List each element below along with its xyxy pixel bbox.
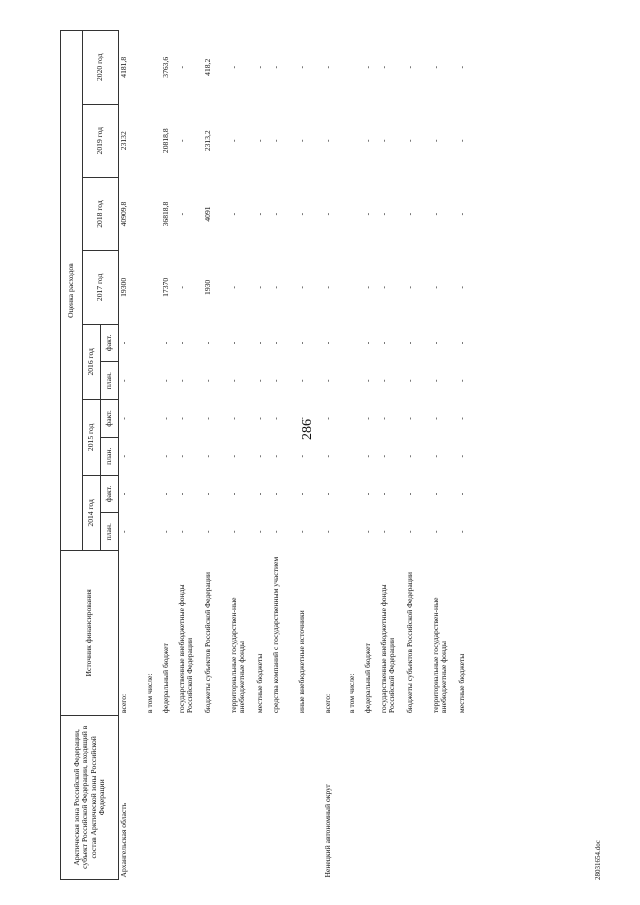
region-cell [177, 715, 203, 879]
region-cell [405, 715, 431, 879]
value-cell [347, 251, 363, 324]
value-cell: - [270, 66, 280, 69]
value-cell: - [296, 66, 306, 69]
value-cell: - [176, 454, 186, 458]
value-cell: - [254, 66, 264, 69]
value-cell [347, 324, 363, 362]
value-cell: - [456, 286, 466, 289]
value-cell: - [160, 530, 170, 534]
expenses-table [60, 30, 473, 880]
value-cell: - [176, 417, 186, 420]
source-cell: государственные внебюджетные фонды Российской Федерации [176, 584, 194, 714]
value-cell: - [228, 341, 238, 345]
value-cell: 2313,2 [202, 130, 212, 152]
source-cell: всего: [119, 693, 128, 714]
value-cell [347, 437, 363, 475]
region-cell [431, 715, 457, 879]
value-cell: - [176, 530, 186, 534]
value-cell: - [228, 212, 238, 216]
value-cell: - [270, 212, 280, 216]
value-cell: - [430, 454, 440, 458]
value-cell: - [119, 379, 128, 382]
value-cell: - [176, 341, 186, 345]
value-cell: - [254, 379, 264, 382]
value-cell: - [378, 341, 388, 345]
table-row [405, 31, 431, 880]
value-cell: - [254, 530, 264, 534]
value-cell [145, 104, 161, 177]
value-cell: - [430, 66, 440, 69]
value-cell: - [456, 454, 466, 458]
value-cell: - [404, 454, 414, 458]
table-row [363, 31, 379, 880]
value-cell: - [322, 379, 332, 382]
header-year-2019: 2019 год [83, 104, 119, 177]
value-cell: - [362, 379, 372, 382]
source-cell: государственные внебюджетные фонды Российской Федерации [378, 584, 396, 714]
value-cell: 418,2 [202, 58, 212, 76]
region-cell [255, 715, 271, 879]
value-cell: - [404, 66, 414, 69]
value-cell: - [456, 66, 466, 69]
source-cell: территориальные государствен-ные внебюджетные фонды [228, 597, 246, 714]
page-number: 286 [300, 419, 315, 440]
value-cell [347, 475, 363, 513]
value-cell: 36818,8 [160, 201, 170, 227]
value-cell: 40909,8 [119, 201, 128, 227]
header-year-2014: 2014 год [83, 475, 101, 551]
value-cell [347, 362, 363, 400]
table-row [255, 31, 271, 880]
value-cell: - [176, 66, 186, 69]
value-cell: - [362, 530, 372, 534]
value-cell: - [296, 530, 306, 534]
value-cell: - [322, 139, 332, 142]
value-cell: - [270, 417, 280, 420]
value-cell: - [228, 66, 238, 69]
header-year-2015: 2015 год [83, 400, 101, 476]
value-cell: - [160, 341, 170, 345]
value-cell: - [119, 454, 128, 458]
value-cell: - [254, 454, 264, 458]
value-cell: 23132 [119, 131, 128, 151]
region-cell [271, 715, 297, 879]
value-cell: - [254, 341, 264, 345]
value-cell: - [362, 417, 372, 420]
value-cell: - [160, 417, 170, 420]
region-cell [363, 715, 379, 879]
value-cell: - [456, 341, 466, 345]
value-cell: - [430, 417, 440, 420]
value-cell: - [160, 492, 170, 496]
header-year-2016: 2016 год [83, 324, 101, 400]
value-cell: - [456, 379, 466, 382]
value-cell: - [322, 286, 332, 289]
region-cell [145, 715, 161, 879]
value-cell: - [228, 454, 238, 458]
value-cell: - [404, 379, 414, 382]
value-cell: - [270, 341, 280, 345]
source-cell: бюджеты субъектов Российской Федерации [202, 572, 212, 714]
value-cell: - [322, 530, 332, 534]
region-cell: Ненецкий автономный округ [322, 783, 332, 878]
value-cell: - [270, 286, 280, 289]
value-cell: - [254, 417, 264, 420]
table-row [119, 31, 145, 880]
value-cell: - [378, 139, 388, 142]
source-cell: местные бюджеты [456, 653, 466, 714]
table-row [145, 31, 161, 880]
value-cell: - [322, 66, 332, 69]
value-cell: - [228, 530, 238, 534]
value-cell: 19300 [119, 277, 128, 297]
value-cell [145, 513, 161, 551]
value-cell: 1930 [202, 279, 212, 295]
value-cell: - [404, 530, 414, 534]
region-cell: Архангельская область [119, 802, 128, 878]
value-cell: - [228, 379, 238, 382]
table-row [203, 31, 229, 880]
value-cell: - [322, 341, 332, 345]
table-row [177, 31, 203, 880]
region-cell [203, 715, 229, 879]
table-row [379, 31, 405, 880]
table-row [271, 31, 297, 880]
value-cell: - [378, 454, 388, 458]
value-cell [347, 104, 363, 177]
rotated-table-wrapper [60, 30, 610, 880]
value-cell: - [270, 492, 280, 496]
value-cell: - [270, 139, 280, 142]
value-cell [145, 251, 161, 324]
value-cell: - [228, 492, 238, 496]
value-cell: - [322, 492, 332, 496]
value-cell: - [404, 286, 414, 289]
value-cell: - [430, 212, 440, 216]
value-cell [145, 324, 161, 362]
source-cell: средства компаний с государственным участием [270, 556, 280, 714]
value-cell: - [404, 417, 414, 420]
value-cell: - [456, 212, 466, 216]
table-row [161, 31, 177, 880]
table-row [229, 31, 255, 880]
value-cell: - [228, 286, 238, 289]
value-cell [145, 31, 161, 105]
value-cell [347, 31, 363, 105]
value-cell: 17370 [160, 277, 170, 297]
value-cell [347, 177, 363, 250]
value-cell: - [430, 530, 440, 534]
value-cell: - [378, 212, 388, 216]
value-cell: - [119, 530, 128, 534]
value-cell: - [430, 286, 440, 289]
table-body [119, 31, 473, 880]
value-cell [347, 513, 363, 551]
value-cell: - [456, 417, 466, 420]
value-cell: - [176, 212, 186, 216]
table-row [347, 31, 363, 880]
value-cell: - [362, 341, 372, 345]
source-cell: бюджеты субъектов Российской Федерации [404, 572, 414, 714]
value-cell: - [176, 379, 186, 382]
source-cell: местные бюджеты [254, 653, 264, 714]
value-cell: - [270, 454, 280, 458]
header-plan: план. [101, 437, 119, 475]
value-cell: - [160, 454, 170, 458]
value-cell: - [378, 492, 388, 496]
value-cell: 4181,8 [119, 56, 128, 78]
source-cell: всего: [322, 693, 332, 714]
value-cell: - [119, 341, 128, 345]
header-year-2017: 2017 год [83, 251, 119, 324]
source-cell: федеральный бюджет [160, 643, 170, 714]
value-cell: - [362, 454, 372, 458]
header-year-2018: 2018 год [83, 177, 119, 250]
value-cell: - [270, 379, 280, 382]
value-cell: - [296, 341, 306, 345]
header-region: Арктическая зона Российской Федерации, субъект Российской Федерации, входящий в состав Арктической зоны Российской Федерации [61, 715, 119, 879]
value-cell: - [202, 379, 212, 382]
value-cell: - [228, 417, 238, 420]
value-cell: - [202, 530, 212, 534]
value-cell: - [296, 417, 306, 420]
value-cell: - [202, 492, 212, 496]
value-cell [145, 475, 161, 513]
value-cell: - [404, 341, 414, 345]
header-year-2020: 2020 год [83, 31, 119, 105]
value-cell: - [322, 454, 332, 458]
region-cell [379, 715, 405, 879]
document-id: 28031654.doc [594, 840, 602, 880]
source-cell: в том числе: [346, 673, 356, 714]
header-plan: план. [101, 513, 119, 551]
table-row [457, 31, 473, 880]
header-plan: план. [101, 362, 119, 400]
value-cell: - [430, 341, 440, 345]
value-cell [145, 437, 161, 475]
value-cell: - [176, 139, 186, 142]
value-cell: - [378, 286, 388, 289]
region-cell [457, 715, 473, 879]
value-cell: 20818,8 [160, 128, 170, 154]
value-cell: - [362, 492, 372, 496]
value-cell: - [456, 139, 466, 142]
value-cell: - [296, 286, 306, 289]
value-cell: 4091 [202, 206, 212, 222]
value-cell: - [254, 212, 264, 216]
value-cell: - [296, 212, 306, 216]
value-cell: - [202, 341, 212, 345]
value-cell: - [430, 139, 440, 142]
value-cell: - [119, 492, 128, 496]
region-cell [229, 715, 255, 879]
value-cell: - [176, 286, 186, 289]
value-cell: - [119, 417, 128, 420]
region-cell [347, 715, 363, 879]
value-cell: - [378, 530, 388, 534]
value-cell: - [322, 417, 332, 420]
source-cell: в том числе: [144, 673, 154, 714]
value-cell [145, 177, 161, 250]
value-cell: - [430, 492, 440, 496]
value-cell: - [404, 212, 414, 216]
value-cell: - [176, 492, 186, 496]
value-cell [347, 400, 363, 438]
value-cell: - [456, 492, 466, 496]
value-cell: - [362, 212, 372, 216]
table-row [297, 31, 323, 880]
value-cell: - [296, 379, 306, 382]
value-cell: - [254, 286, 264, 289]
value-cell: - [202, 454, 212, 458]
header-fact: факт. [101, 475, 119, 513]
value-cell: 3763,6 [160, 56, 170, 78]
value-cell: - [430, 379, 440, 382]
value-cell: - [270, 530, 280, 534]
value-cell [145, 362, 161, 400]
value-cell: - [254, 139, 264, 142]
value-cell: - [378, 417, 388, 420]
value-cell: - [322, 212, 332, 216]
region-cell [161, 715, 177, 879]
source-cell: иные внебюджетные источники [296, 610, 306, 714]
value-cell: - [456, 530, 466, 534]
value-cell: - [296, 139, 306, 142]
value-cell: - [296, 454, 306, 458]
table-row [431, 31, 457, 880]
region-cell [297, 715, 323, 879]
value-cell: - [296, 492, 306, 496]
value-cell: - [228, 139, 238, 142]
value-cell: - [362, 286, 372, 289]
value-cell: - [362, 139, 372, 142]
header-estimate: Оценка расходов [61, 31, 83, 551]
value-cell: - [404, 492, 414, 496]
value-cell: - [378, 66, 388, 69]
header-source: Источник финансирования [61, 551, 119, 715]
table-row [323, 31, 347, 880]
value-cell: - [254, 492, 264, 496]
value-cell: - [378, 379, 388, 382]
value-cell: - [362, 66, 372, 69]
header-fact: факт. [101, 400, 119, 438]
value-cell [145, 400, 161, 438]
source-cell: федеральный бюджет [362, 643, 372, 714]
header-fact: факт. [101, 324, 119, 362]
value-cell: - [202, 417, 212, 420]
value-cell: - [404, 139, 414, 142]
source-cell: территориальные государствен-ные внебюджетные фонды [430, 597, 448, 714]
value-cell: - [160, 379, 170, 382]
